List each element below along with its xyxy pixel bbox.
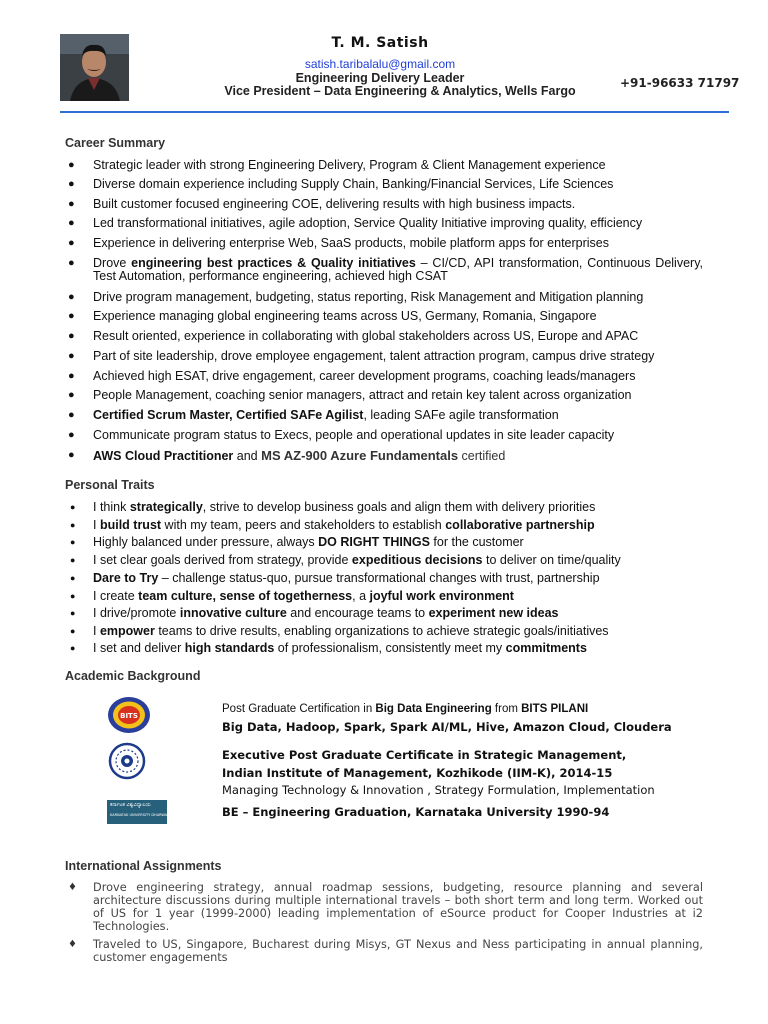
iim-kozhikode-logo bbox=[108, 742, 146, 780]
international-assignments-heading: International Assignments bbox=[65, 859, 222, 873]
academic-line: Big Data, Hadoop, Spark, Spark AI/ML, Hive, Amazon Cloud, Cloudera bbox=[222, 720, 672, 734]
person-portrait-icon bbox=[60, 34, 129, 101]
profile-photo bbox=[60, 34, 129, 101]
academic-line: Indian Institute of Management, Kozhikode (IIM-K), 2014-15 bbox=[222, 766, 613, 780]
email-link[interactable]: satish.taribalalu@gmail.com bbox=[304, 57, 456, 71]
karnatak-university-logo: ಕರ್ನಾಟಕ ವಿಶ್ವವಿದ್ಯಾಲಯ KARNATAK UNIVERSITY DHARWAD bbox=[107, 800, 167, 824]
svg-text:BITS: BITS bbox=[120, 712, 138, 720]
career-summary-heading: Career Summary bbox=[65, 136, 166, 150]
academic-line: Managing Technology & Innovation , Strategy Formulation, Implementation bbox=[222, 783, 655, 797]
personal-traits-heading: Personal Traits bbox=[65, 478, 155, 492]
job-title: Engineering Delivery Leader bbox=[295, 71, 465, 85]
candidate-name: T. M. Satish bbox=[331, 35, 429, 51]
academic-line: BE – Engineering Graduation, Karnataka University 1990-94 bbox=[222, 805, 610, 819]
bits-pilani-logo bbox=[107, 696, 151, 734]
bits-emblem-icon bbox=[107, 696, 151, 734]
current-position: Vice President – Data Engineering & Analytics, Wells Fargo bbox=[224, 84, 576, 98]
phone-number: +91-96633 71797 bbox=[620, 76, 740, 90]
academic-line: Executive Post Graduate Certificate in Strategic Management, bbox=[222, 748, 627, 762]
header-divider bbox=[60, 111, 729, 113]
academic-line: Post Graduate Certification in Big Data Engineering from BITS PILANI bbox=[222, 703, 589, 715]
academic-background-heading: Academic Background bbox=[65, 669, 201, 683]
iim-emblem-icon bbox=[108, 742, 146, 780]
